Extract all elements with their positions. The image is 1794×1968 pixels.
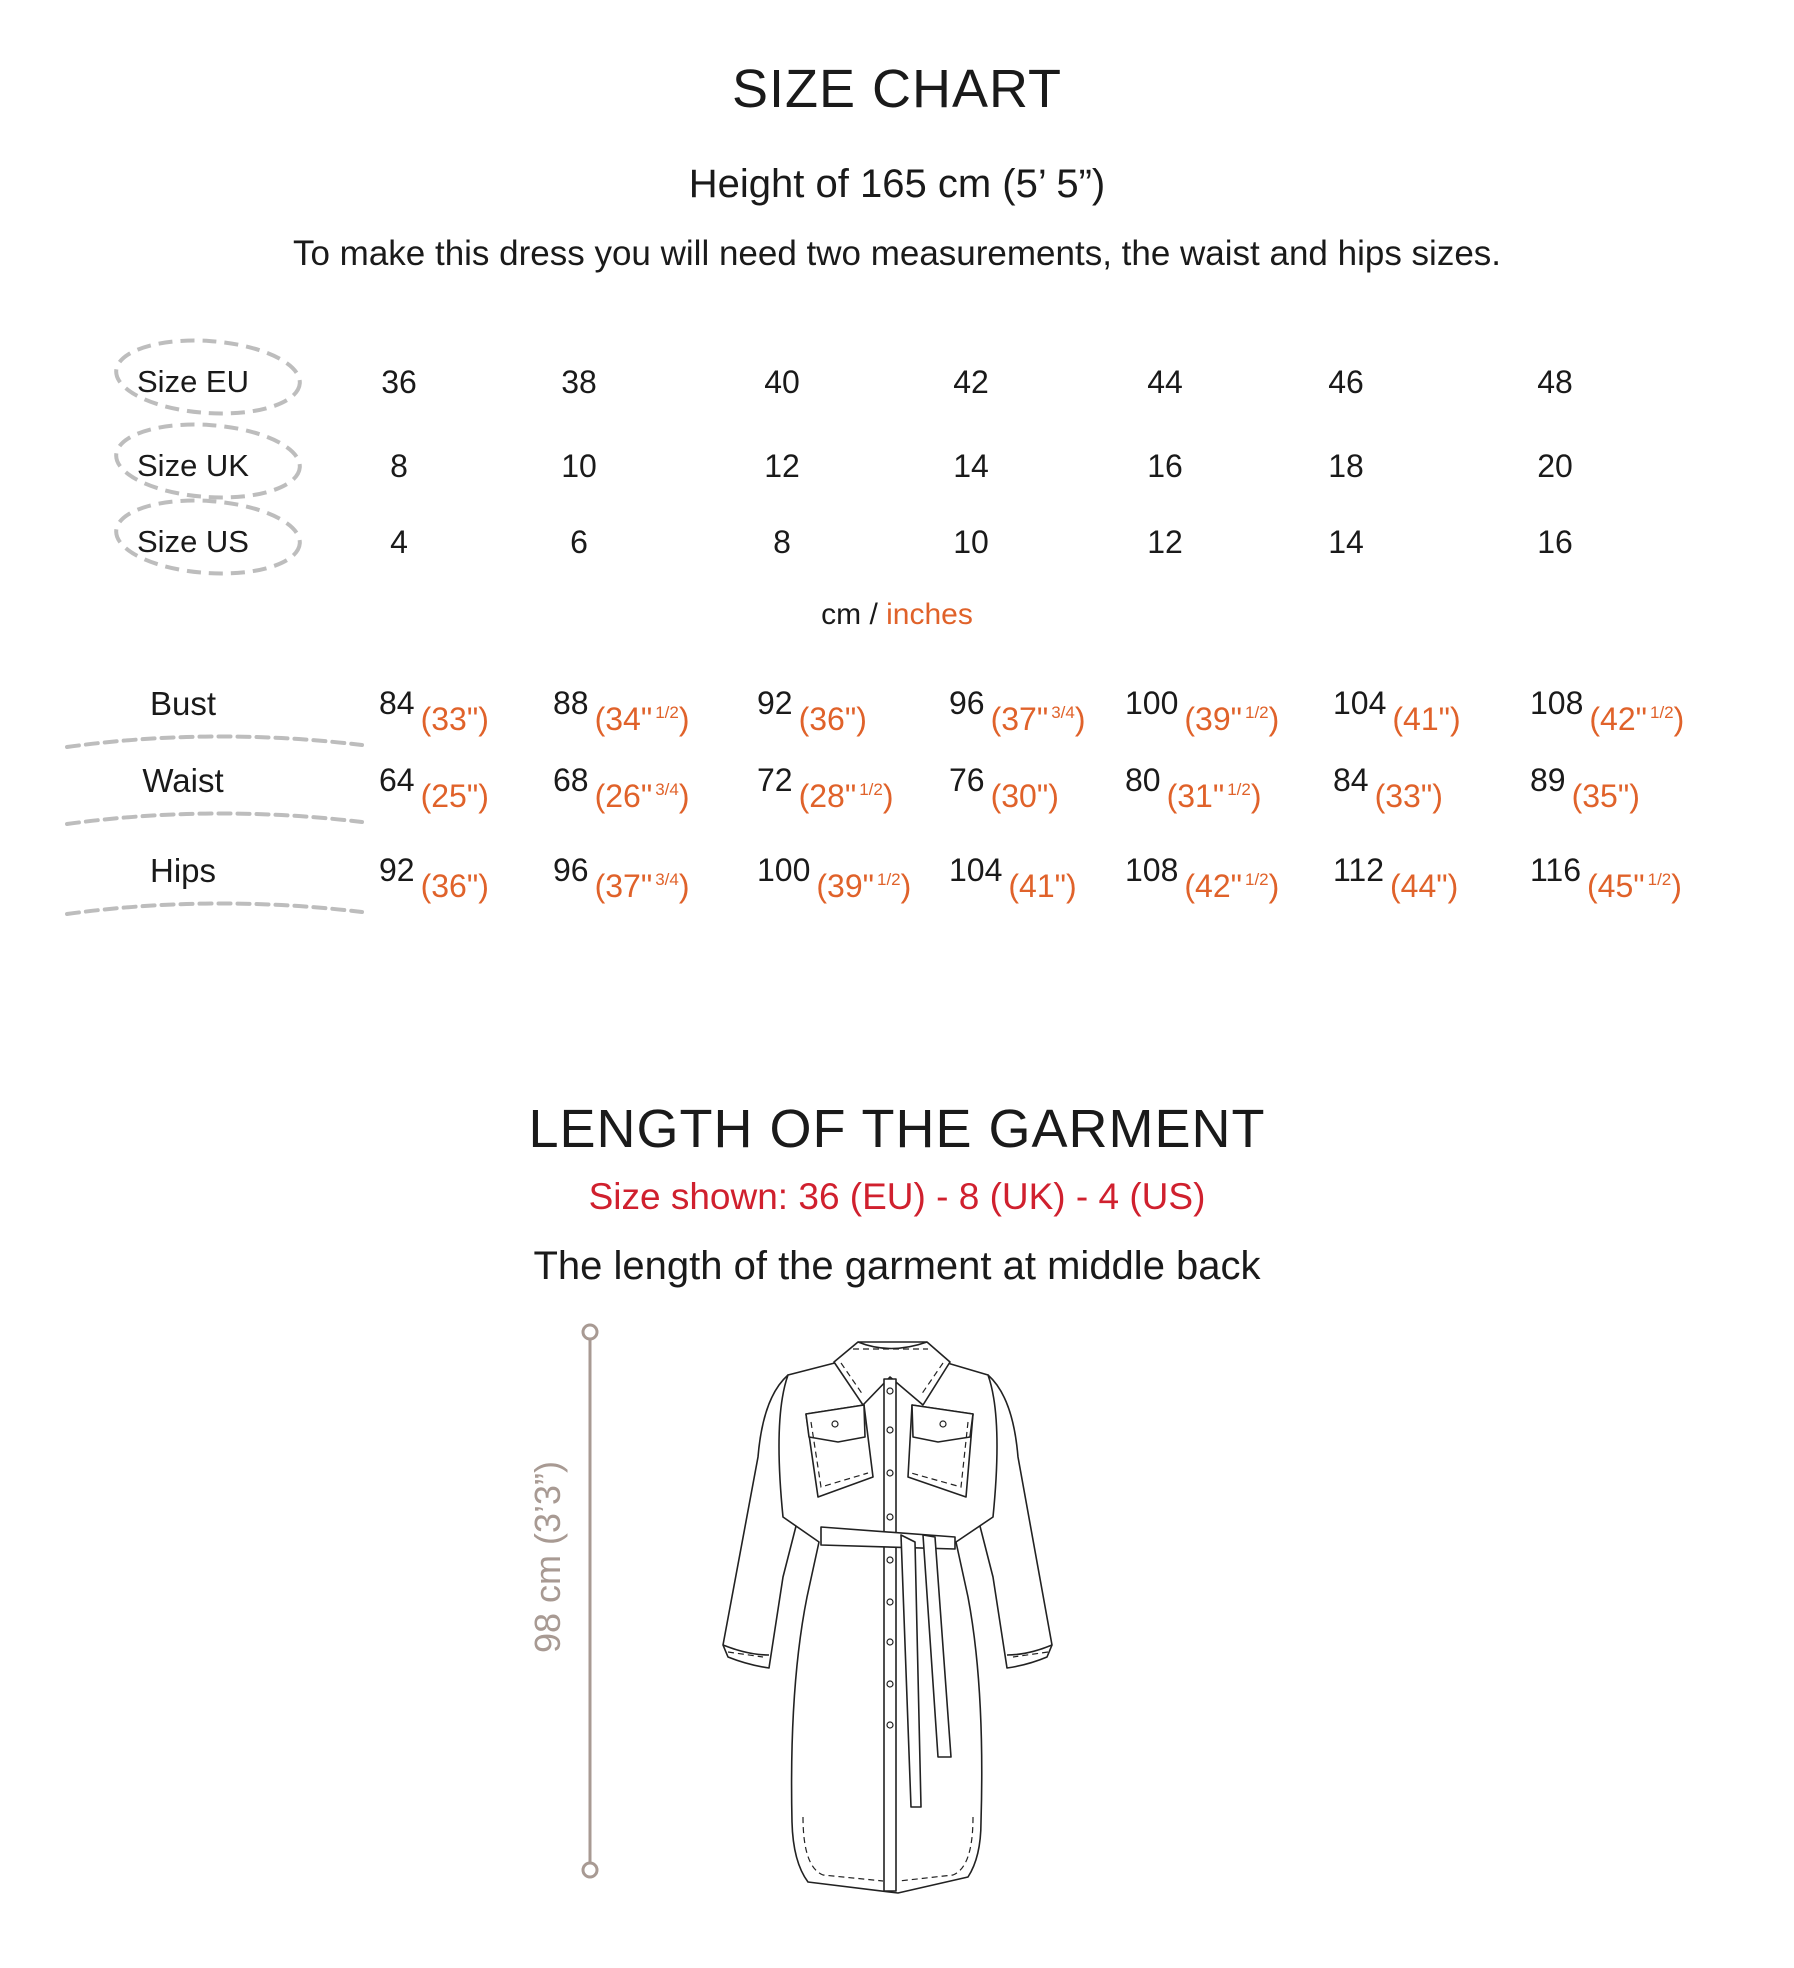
measurement-cell (553, 685, 690, 737)
measurement-label: Hips (149, 852, 217, 889)
measurement-label: Waist (142, 762, 224, 799)
placket (884, 1379, 896, 1891)
measurement-inches: (42" $^{1/2}$) (1589, 701, 1685, 737)
length-measure-line (575, 1320, 605, 1880)
measurement-cm: 68 (553, 762, 589, 798)
measurement-inches: (41") (1392, 701, 1461, 737)
size-value: 20 (1537, 448, 1573, 484)
size-value: 14 (953, 448, 989, 484)
measurement-cm: 100 (1125, 685, 1179, 721)
measurement-fraction: 3/4 (655, 780, 679, 799)
dashed-underline-icon (62, 804, 372, 834)
size-row-label: Size EU (137, 364, 249, 399)
measurement-inches: (26" $^{3/4}$) (594, 778, 690, 814)
measurement-cm: 104 (1333, 685, 1387, 721)
measurement-cell (1333, 852, 1459, 904)
measurement-cm: 89 (1530, 762, 1566, 798)
measurement-inches: (36") (798, 701, 867, 737)
size-value: 46 (1328, 364, 1364, 400)
height-note: Height of 165 cm (5’ 5”) (688, 162, 1106, 206)
measurement-cm: 80 (1125, 762, 1161, 798)
size-value: 14 (1328, 524, 1364, 560)
measurement-cell (553, 852, 690, 904)
measurement-inches: (42" $^{1/2}$) (1184, 868, 1280, 904)
size-value: 38 (561, 364, 597, 400)
size-value: 12 (1147, 524, 1183, 560)
measurement-cm: 112 (1333, 852, 1385, 888)
size-value: 8 (773, 524, 791, 560)
measurement-cell (1333, 685, 1461, 737)
measurement-cell (949, 852, 1077, 904)
measurement-cm: 96 (949, 685, 985, 721)
measurement-cm: 84 (379, 685, 415, 721)
measurement-fraction: 1/2 (1650, 703, 1674, 722)
measurement-inches: (37" $^{3/4}$) (594, 868, 690, 904)
measurement-inches: (35") (1571, 778, 1640, 814)
measurement-cm: 96 (553, 852, 589, 888)
dashed-underline-icon (62, 894, 372, 924)
measurement-fraction: 1/2 (1245, 870, 1269, 889)
size-chart-title: SIZE CHART (731, 59, 1063, 119)
measurement-cell (379, 762, 489, 814)
size-value: 8 (390, 448, 408, 484)
measurement-inches: (30") (990, 778, 1059, 814)
measurement-inches: (45" $^{1/2}$) (1587, 868, 1682, 904)
measurement-inches: (33") (1374, 778, 1443, 814)
measurement-cell (757, 762, 894, 814)
measurement-cell (757, 685, 867, 737)
measurement-inches: (41") (1008, 868, 1077, 904)
measurement-fraction: 1/2 (655, 703, 679, 722)
measurement-cell (1125, 762, 1262, 814)
measurement-cm: 92 (757, 685, 793, 721)
measurement-fraction: 3/4 (1051, 703, 1075, 722)
measurement-cell (553, 762, 690, 814)
measurement-cm: 88 (553, 685, 589, 721)
measurement-inches: (28" $^{1/2}$) (798, 778, 894, 814)
measurement-cm: 72 (757, 762, 793, 798)
measurement-cm: 84 (1333, 762, 1369, 798)
measurement-cell (1333, 762, 1443, 814)
measurement-cm: 104 (949, 852, 1003, 888)
units-cm: cm (821, 598, 862, 631)
size-value: 10 (561, 448, 597, 484)
size-row-label: Size US (137, 524, 249, 559)
size-value: 36 (381, 364, 417, 400)
measurement-fraction: 1/2 (1647, 870, 1672, 889)
measurement-inches: (33") (420, 701, 489, 737)
units-separator: / (861, 598, 887, 631)
size-value: 18 (1328, 448, 1364, 484)
garment-length-description: The length of the garment at middle back (533, 1244, 1261, 1288)
size-row-label: Size UK (137, 448, 249, 483)
size-value: 40 (764, 364, 800, 400)
measurement-cm: 108 (1530, 685, 1584, 721)
size-value: 42 (953, 364, 989, 400)
size-value: 12 (764, 448, 800, 484)
measurement-cell (1125, 685, 1280, 737)
measurement-inches: (25") (420, 778, 489, 814)
measurement-cm: 64 (379, 762, 415, 798)
measurement-fraction: 1/2 (1245, 703, 1269, 722)
measurement-label: Bust (149, 685, 217, 722)
measurement-cm: 108 (1125, 852, 1179, 888)
measurement-fraction: 3/4 (655, 870, 679, 889)
measurement-cell (757, 852, 912, 904)
measurement-cell (949, 762, 1059, 814)
size-value: 48 (1537, 364, 1573, 400)
measurement-inches: (39" $^{1/2}$) (816, 868, 912, 904)
units-legend (0, 598, 1794, 632)
measurement-inches: (39" $^{1/2}$) (1184, 701, 1280, 737)
dress-illustration (718, 1332, 1058, 1897)
instruction-text: To make this dress you will need two measurements, the waist and hips sizes. (292, 234, 1502, 273)
size-value: 10 (953, 524, 989, 560)
measurement-fraction: 1/2 (877, 870, 901, 889)
measurement-cell (1530, 685, 1685, 737)
measurement-cell (1530, 762, 1640, 814)
size-value: 16 (1537, 524, 1573, 560)
units-inches: inches (886, 598, 973, 631)
size-value: 6 (570, 524, 588, 560)
measurement-inches: (37" $^{3/4}$) (990, 701, 1086, 737)
measurement-cell (1530, 852, 1682, 904)
measurement-inches: (44") (1390, 868, 1459, 904)
measurement-inches: (34" $^{1/2}$) (594, 701, 690, 737)
measurement-cm: 100 (757, 852, 811, 888)
size-shown-note: Size shown: 36 (EU) - 8 (UK) - 4 (US) (588, 1176, 1206, 1217)
measurement-inches: (36") (420, 868, 489, 904)
dashed-underline-icon (62, 727, 372, 757)
measurement-cell (1125, 852, 1280, 904)
measurement-fraction: 1/2 (859, 780, 883, 799)
measurement-cm: 116 (1530, 852, 1582, 888)
measurement-fraction: 1/2 (1227, 780, 1251, 799)
measurement-inches: (31" $^{1/2}$) (1166, 778, 1262, 814)
size-value: 16 (1147, 448, 1183, 484)
measurement-cell (949, 685, 1086, 737)
measurement-cm: 92 (379, 852, 415, 888)
measurement-cell (379, 685, 489, 737)
size-value: 44 (1147, 364, 1183, 400)
measurement-cell (379, 852, 489, 904)
length-label: 98 cm (3’3”) (527, 1460, 568, 1654)
garment-length-title: LENGTH OF THE GARMENT (528, 1099, 1266, 1159)
size-value: 4 (390, 524, 408, 560)
measurement-cm: 76 (949, 762, 985, 798)
